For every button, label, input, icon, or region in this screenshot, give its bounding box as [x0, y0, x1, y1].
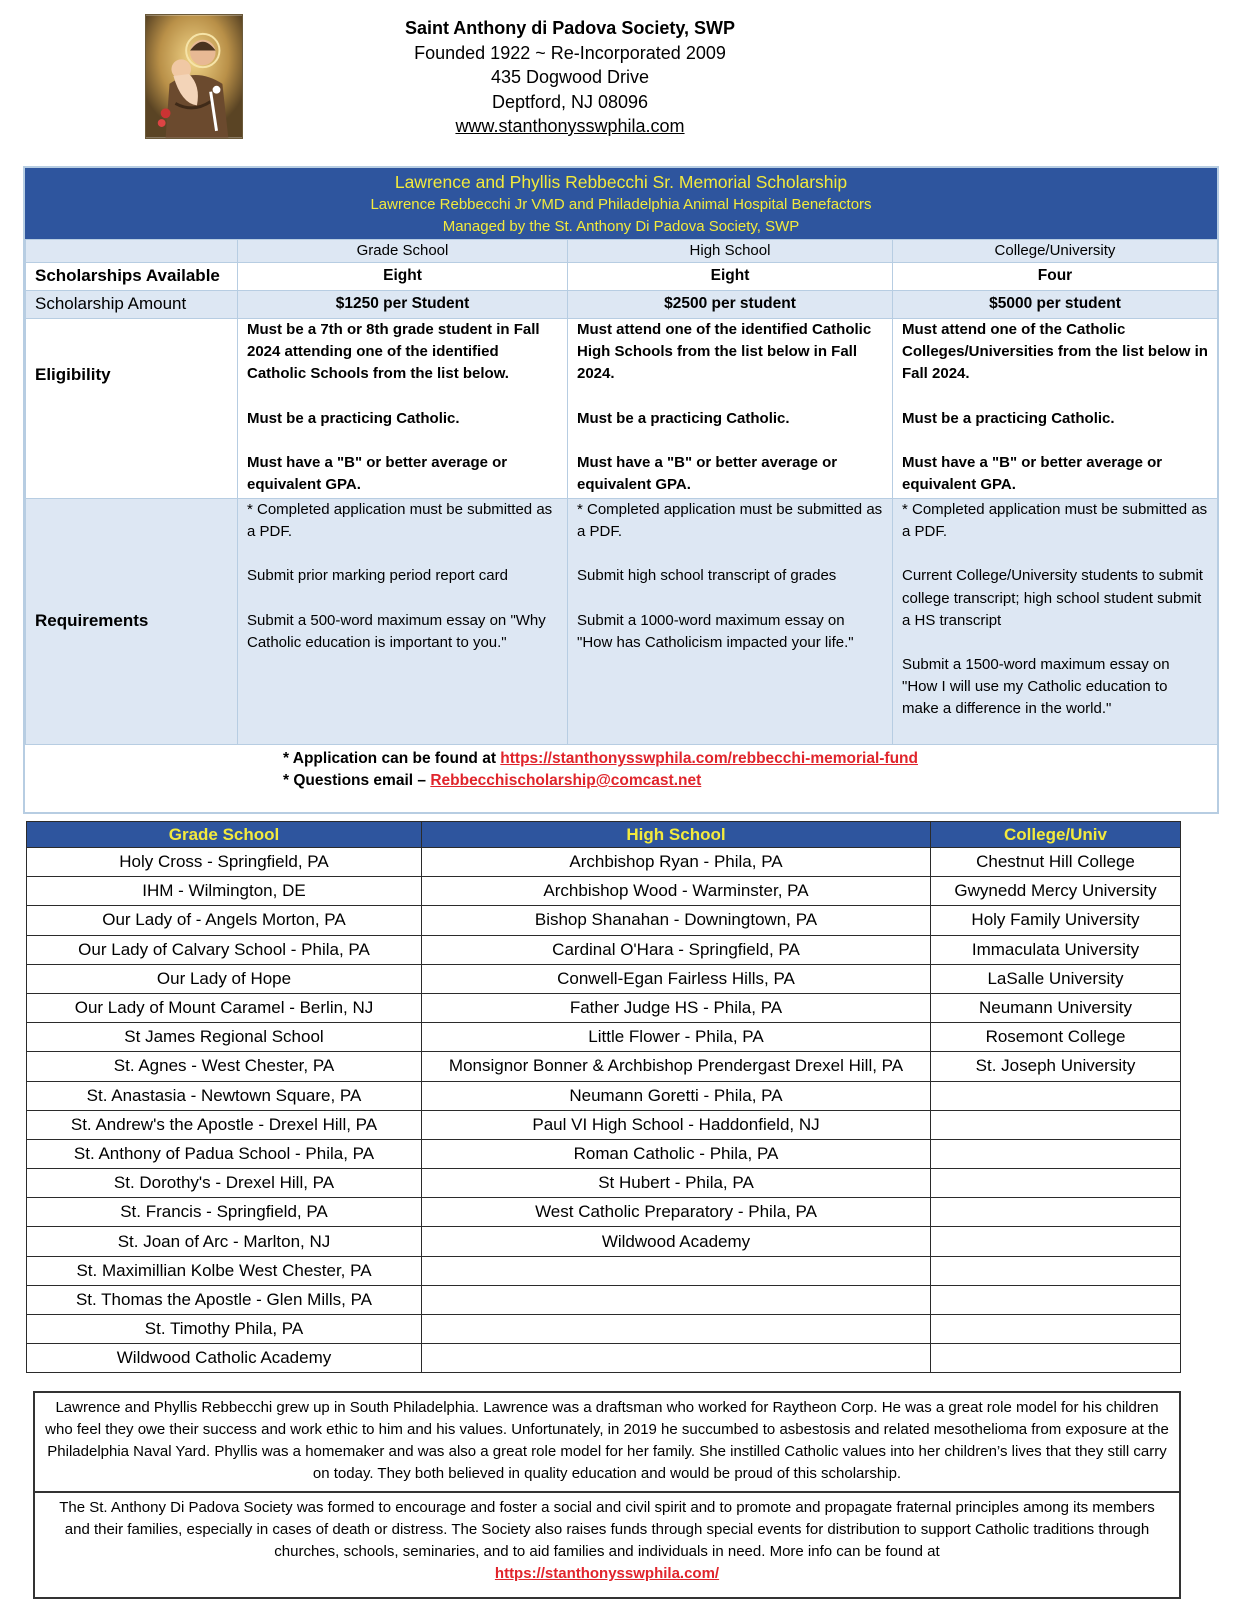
- school-high-cell: [422, 1285, 931, 1314]
- school-high-cell: Bishop Shanahan - Downingtown, PA: [422, 906, 931, 935]
- school-college-cell: Chestnut Hill College: [931, 848, 1181, 877]
- society-website-link[interactable]: https://stanthonysswphila.com/: [494, 1565, 720, 1582]
- table-row: [27, 964, 1181, 993]
- school-high-cell: St Hubert - Phila, PA: [422, 1169, 931, 1198]
- school-grade-cell: St. Dorothy's - Drexel Hill, PA: [27, 1169, 422, 1198]
- requirement-text: Submit prior marking period report card: [247, 567, 508, 585]
- table-row: [27, 1023, 1181, 1052]
- website-link[interactable]: www.stanthonysswphila.com: [455, 116, 685, 136]
- school-college-cell: [931, 1169, 1181, 1198]
- requirements-college: [893, 499, 1218, 745]
- school-college-cell: [931, 1227, 1181, 1256]
- eligible-schools-table: [26, 821, 1181, 1373]
- available-college: Four: [893, 263, 1218, 291]
- school-high-cell: Archbishop Wood - Warminster, PA: [422, 877, 931, 906]
- requirements-label: Requirements: [26, 499, 238, 745]
- school-grade-cell: St. Maximillian Kolbe West Chester, PA: [27, 1256, 422, 1285]
- school-college-cell: [931, 1139, 1181, 1168]
- eligibility-college: [893, 319, 1218, 499]
- scholarship-title: Lawrence and Phyllis Rebbecchi Sr. Memorial Scholarship: [394, 172, 848, 192]
- application-info: [25, 745, 1217, 792]
- school-grade-cell: Our Lady of Calvary School - Phila, PA: [27, 935, 422, 964]
- school-high-cell: Archbishop Ryan - Phila, PA: [422, 848, 931, 877]
- eligibility-high: [568, 319, 893, 499]
- school-grade-cell: St. Francis - Springfield, PA: [27, 1198, 422, 1227]
- school-grade-cell: Our Lady of Mount Caramel - Berlin, NJ: [27, 993, 422, 1022]
- school-college-cell: LaSalle University: [931, 964, 1181, 993]
- available-grade: Eight: [238, 263, 568, 291]
- eligibility-row: [26, 319, 1218, 499]
- school-grade-cell: Holy Cross - Springfield, PA: [27, 848, 422, 877]
- application-prefix: * Application can be found at: [283, 750, 501, 767]
- column-header-college: College/University: [893, 240, 1218, 263]
- requirement-text: * Completed application must be submitted as a PDF.: [577, 501, 883, 541]
- school-grade-cell: St. Thomas the Apostle - Glen Mills, PA: [27, 1285, 422, 1314]
- scholarships-available-row: [26, 263, 1218, 291]
- school-college-cell: Immaculata University: [931, 935, 1181, 964]
- school-high-cell: Father Judge HS - Phila, PA: [422, 993, 931, 1022]
- society-description: [33, 1493, 1181, 1599]
- school-college-cell: [931, 1110, 1181, 1139]
- questions-prefix: * Questions email –: [283, 772, 431, 789]
- table-row: [27, 848, 1181, 877]
- school-high-cell: West Catholic Preparatory - Phila, PA: [422, 1198, 931, 1227]
- organization-header: [330, 16, 810, 139]
- school-high-cell: Wildwood Academy: [422, 1227, 931, 1256]
- eligibility-text: Must attend one of the Catholic Colleges/Universities from the list below in Fall 2024.: [902, 321, 1208, 383]
- school-college-cell: Neumann University: [931, 993, 1181, 1022]
- family-biography-text: Lawrence and Phyllis Rebbecchi grew up in South Philadelphia. Lawrence was a draftsman who worked for Raytheon Corp. He was a great role model for his children who feel they owe their success and work ethic to him and his values. Unfortunately, in 2019 he succumbed to asbestosis and related mesothelioma from exposure at the Philadelphia Naval Yard. Phyllis was a homemaker and was also a great role model for her family. She instilled Catholic values into her children’s lives that they still carry on today. They both believed in quality education and would be proud of this scholarship.: [45, 1399, 1169, 1482]
- amount-label: Scholarship Amount: [26, 291, 238, 319]
- table-row: [27, 906, 1181, 935]
- eligibility-text: Must be a practicing Catholic.: [577, 409, 790, 427]
- table-row: [27, 1110, 1181, 1139]
- column-header-high: High School: [568, 240, 893, 263]
- school-college-cell: Rosemont College: [931, 1023, 1181, 1052]
- available-label: Scholarships Available: [26, 263, 238, 291]
- school-grade-cell: Wildwood Catholic Academy: [27, 1344, 422, 1373]
- school-college-cell: Holy Family University: [931, 906, 1181, 935]
- requirement-text: * Completed application must be submitted as a PDF.: [902, 501, 1208, 541]
- questions-line: [283, 770, 1217, 792]
- founded-line: Founded 1922 ~ Re-Incorporated 2009: [414, 42, 726, 63]
- scholarship-amount-row: [26, 291, 1218, 319]
- table-row: [27, 1227, 1181, 1256]
- eligibility-grade: [238, 319, 568, 499]
- school-high-cell: Monsignor Bonner & Archbishop Prendergast Drexel Hill, PA: [422, 1052, 931, 1081]
- school-college-cell: [931, 1198, 1181, 1227]
- table-row: [27, 1344, 1181, 1373]
- table-row: [27, 1315, 1181, 1344]
- school-grade-cell: IHM - Wilmington, DE: [27, 877, 422, 906]
- school-college-cell: [931, 1315, 1181, 1344]
- table-row: [27, 1052, 1181, 1081]
- school-high-cell: [422, 1344, 931, 1373]
- school-high-cell: [422, 1256, 931, 1285]
- requirement-text: * Completed application must be submitted as a PDF.: [247, 501, 553, 541]
- school-grade-cell: Our Lady of Hope: [27, 964, 422, 993]
- school-grade-cell: St James Regional School: [27, 1023, 422, 1052]
- table-row: [27, 877, 1181, 906]
- empty-cell: [26, 240, 238, 263]
- eligibility-text: Must have a "B" or better average or equivalent GPA.: [577, 453, 838, 494]
- school-college-cell: [931, 1285, 1181, 1314]
- school-grade-cell: St. Anthony of Padua School - Phila, PA: [27, 1139, 422, 1168]
- eligibility-text: Must be a 7th or 8th grade student in Fall 2024 attending one of the identified Catholic Schools from the list below.: [247, 321, 540, 383]
- requirement-text: Submit a 1000-word maximum essay on "How has Catholicism impacted your life.": [577, 611, 854, 651]
- scholarship-table: [25, 239, 1218, 745]
- amount-grade: $1250 per Student: [238, 291, 568, 319]
- school-college-cell: Gwynedd Mercy University: [931, 877, 1181, 906]
- requirement-text: Submit high school transcript of grades: [577, 567, 837, 585]
- table-row: [27, 1081, 1181, 1110]
- schools-header-high: High School: [422, 822, 931, 848]
- school-high-cell: Neumann Goretti - Phila, PA: [422, 1081, 931, 1110]
- school-grade-cell: St. Timothy Phila, PA: [27, 1315, 422, 1344]
- schools-header-row: [27, 822, 1181, 848]
- school-high-cell: Paul VI High School - Haddonfield, NJ: [422, 1110, 931, 1139]
- scholarship-header-row: [26, 240, 1218, 263]
- school-high-cell: Roman Catholic - Phila, PA: [422, 1139, 931, 1168]
- school-high-cell: [422, 1315, 931, 1344]
- eligibility-text: Must be a practicing Catholic.: [902, 409, 1115, 427]
- requirement-text: Current College/University students to submit college transcript; high school student submit a HS transcript: [902, 567, 1203, 629]
- application-line: [283, 748, 1217, 770]
- school-high-cell: Cardinal O'Hara - Springfield, PA: [422, 935, 931, 964]
- scholarship-details: [23, 166, 1219, 814]
- address-line-1: 435 Dogwood Drive: [490, 67, 650, 87]
- school-grade-cell: Our Lady of - Angels Morton, PA: [27, 906, 422, 935]
- schools-body: [27, 848, 1181, 1373]
- available-high: Eight: [568, 263, 893, 291]
- requirements-high: [568, 499, 893, 745]
- school-grade-cell: St. Andrew's the Apostle - Drexel Hill, PA: [27, 1110, 422, 1139]
- table-row: [27, 1169, 1181, 1198]
- family-biography: [33, 1391, 1181, 1493]
- scholarship-title-bar: [25, 168, 1217, 239]
- table-row: [27, 1198, 1181, 1227]
- eligibility-text: Must be a practicing Catholic.: [247, 409, 460, 427]
- schools-header-college: College/Univ: [931, 822, 1181, 848]
- organization-name: Saint Anthony di Padova Society, SWP: [404, 18, 736, 38]
- column-header-grade: Grade School: [238, 240, 568, 263]
- school-college-cell: St. Joseph University: [931, 1052, 1181, 1081]
- requirements-row: [26, 499, 1218, 745]
- table-row: [27, 1256, 1181, 1285]
- saint-anthony-image: [145, 14, 243, 139]
- school-college-cell: [931, 1256, 1181, 1285]
- society-description-text: The St. Anthony Di Padova Society was formed to encourage and foster a social and civil spirit and to promote and propagate fraternal principles among its members and their families, especially in cases of death or distress. The Society also raises funds through special events for distribution to support Catholic traditions through churches, schools, seminaries, and to aid families and individuals in need. More info can be found at: [59, 1499, 1155, 1560]
- application-link[interactable]: https://stanthonysswphila.com/rebbecchi-memorial-fund: [500, 750, 918, 767]
- table-row: [27, 993, 1181, 1022]
- school-high-cell: Conwell-Egan Fairless Hills, PA: [422, 964, 931, 993]
- school-grade-cell: St. Anastasia - Newtown Square, PA: [27, 1081, 422, 1110]
- eligibility-label: Eligibility: [26, 319, 238, 499]
- requirement-text: Submit a 1500-word maximum essay on "How I will use my Catholic education to make a difference in the world.": [902, 656, 1170, 718]
- school-college-cell: [931, 1344, 1181, 1373]
- eligibility-text: Must attend one of the identified Catholic High Schools from the list below in Fall 2024.: [577, 321, 872, 383]
- table-row: [27, 1139, 1181, 1168]
- school-grade-cell: St. Joan of Arc - Marlton, NJ: [27, 1227, 422, 1256]
- amount-high: $2500 per student: [568, 291, 893, 319]
- school-grade-cell: St. Agnes - West Chester, PA: [27, 1052, 422, 1081]
- scholarship-subtitle-managed: Managed by the St. Anthony Di Padova Society, SWP: [442, 218, 800, 235]
- questions-email-link[interactable]: Rebbecchischolarship@comcast.net: [430, 772, 702, 789]
- scholarship-subtitle-benefactors: Lawrence Rebbecchi Jr VMD and Philadelphia Animal Hospital Benefactors: [370, 196, 872, 213]
- table-row: [27, 935, 1181, 964]
- requirement-text: Submit a 500-word maximum essay on "Why Catholic education is important to you.": [247, 611, 546, 651]
- requirements-grade: [238, 499, 568, 745]
- eligibility-text: Must have a "B" or better average or equivalent GPA.: [247, 453, 508, 494]
- table-row: [27, 1285, 1181, 1314]
- schools-header-grade: Grade School: [27, 822, 422, 848]
- amount-college: $5000 per student: [893, 291, 1218, 319]
- school-college-cell: [931, 1081, 1181, 1110]
- eligibility-text: Must have a "B" or better average or equivalent GPA.: [902, 453, 1163, 494]
- school-high-cell: Little Flower - Phila, PA: [422, 1023, 931, 1052]
- address-line-2: Deptford, NJ 08096: [491, 91, 649, 112]
